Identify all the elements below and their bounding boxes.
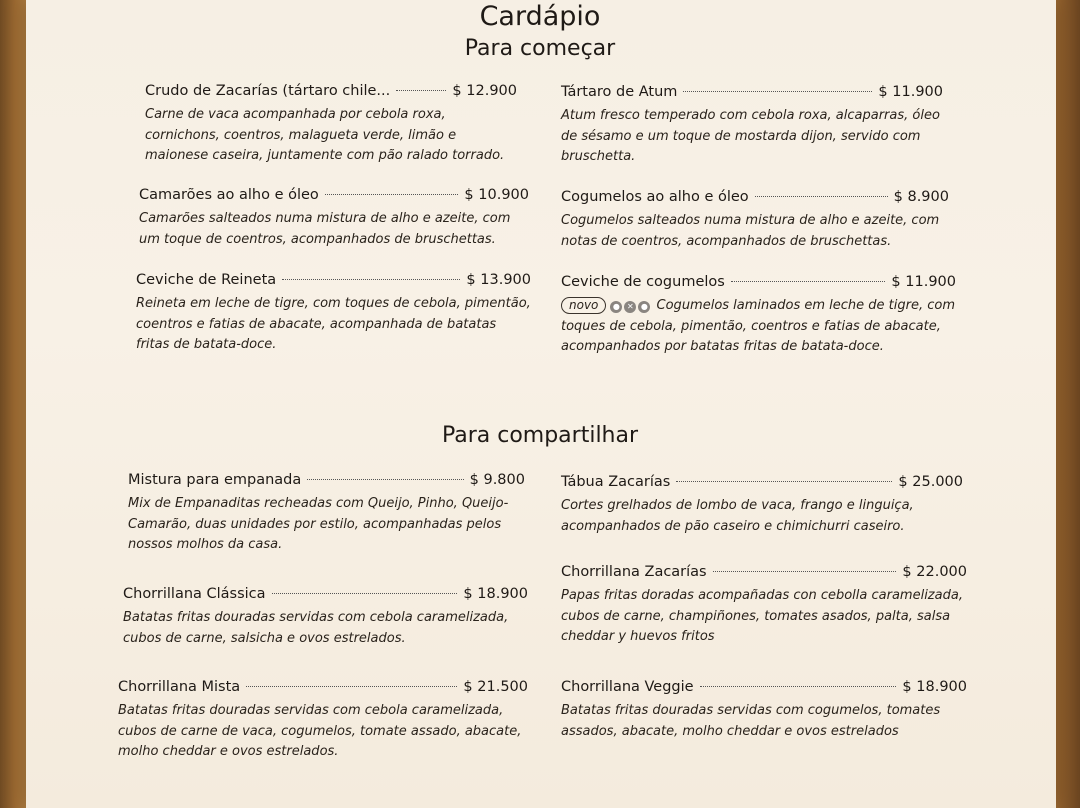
- item-name: Chorrillana Veggie: [561, 679, 694, 695]
- menu-title: Cardápio: [479, 1, 601, 32]
- leader-dots: [325, 194, 459, 195]
- menu-item: [561, 474, 963, 537]
- item-description: Batatas fritas douradas servidas com cebola caramelizada, cubos de carne, salsicha e ovos estrelados.: [123, 610, 509, 646]
- leader-dots: [700, 686, 897, 687]
- leader-dots: [683, 91, 872, 92]
- item-name: Tábua Zacarías: [561, 474, 671, 490]
- menu-item: [123, 586, 528, 649]
- item-description: Reineta em leche de tigre, com toques de cebola, pimentão, coentros e fatias de abacate, acompanhada de batatas fritas de batata-doce.: [136, 296, 531, 352]
- item-name: Ceviche de Reineta: [136, 272, 277, 288]
- item-price: $ 11.900: [891, 274, 956, 290]
- item-price: $ 18.900: [463, 586, 528, 602]
- item-name: Ceviche de cogumelos: [561, 274, 725, 290]
- item-price: $ 13.900: [466, 272, 531, 288]
- leader-dots: [676, 481, 892, 482]
- leader-dots: [755, 196, 888, 197]
- menu-item: [118, 679, 528, 763]
- section-title-sharing: Para compartilhar: [441, 423, 639, 448]
- item-price: $ 18.900: [902, 679, 967, 695]
- item-description: [561, 296, 956, 358]
- item-name: Camarões ao alho e óleo: [139, 187, 319, 203]
- item-description: Mix de Empanaditas recheadas com Queijo, Pinho, Queijo-Camarão, duas unidades por estilo, acompanhadas pelos nossos molhos da casa.: [128, 496, 509, 552]
- leader-dots: [272, 593, 458, 594]
- leader-dots: [396, 90, 446, 91]
- item-name: Mistura para empanada: [128, 472, 302, 488]
- item-description: Carne de vaca acompanhada por cebola roxa, cornichons, coentros, malagueta verde, limão e maionese caseira, juntamente com pão ralado torrado.: [145, 107, 505, 163]
- menu-item: [136, 272, 531, 356]
- leader-dots: [282, 279, 460, 280]
- menu-item: [139, 187, 529, 250]
- item-description: Atum fresco temperado com cebola roxa, alcaparras, óleo de sésamo e um toque de mostarda dijon, servido com bruschetta.: [561, 108, 940, 164]
- menu-item: [561, 274, 956, 358]
- item-description: Camarões salteados numa mistura de alho e azeite, com um toque de coentros, acompanhados de bruschettas.: [139, 211, 511, 247]
- item-price: $ 11.900: [878, 84, 943, 100]
- vegetarian-icon: ●: [638, 301, 650, 313]
- item-name: Crudo de Zacarías (tártaro chile...: [145, 83, 391, 99]
- item-name: Chorrillana Clássica: [123, 586, 266, 602]
- menu-item: [145, 83, 517, 167]
- vegan-icon: ●: [610, 301, 622, 313]
- menu-item: [561, 84, 943, 168]
- section-title-starters: Para começar: [464, 36, 616, 61]
- item-description: Papas fritas doradas acompañadas con cebolla caramelizada, cubos de carne, champiñones, tomates asados, palta, salsa cheddar y huevos fritos: [561, 588, 963, 644]
- menu-item: [561, 679, 967, 742]
- item-description: Cogumelos salteados numa mistura de alho e azeite, com notas de coentros, acompanhados de bruschettas.: [561, 213, 940, 249]
- item-description: Batatas fritas douradas servidas com cebola caramelizada, cubos de carne de vaca, cogumelos, tomate assado, abacate, molho cheddar e ovos estrelados.: [118, 703, 522, 759]
- item-name: Tártaro de Atum: [561, 84, 678, 100]
- item-name: Chorrillana Mista: [118, 679, 241, 695]
- item-price: $ 8.900: [893, 189, 949, 205]
- item-price: $ 22.000: [902, 564, 967, 580]
- gluten-free-icon: ✕: [624, 301, 636, 313]
- menu-item: [561, 564, 967, 648]
- leader-dots: [713, 571, 897, 572]
- item-description: Batatas fritas douradas servidas com cogumelos, tomates assados, abacate, molho cheddar e ovos estrelados: [561, 703, 941, 739]
- item-name: Cogumelos ao alho e óleo: [561, 189, 749, 205]
- leader-dots: [731, 281, 886, 282]
- leader-dots: [246, 686, 457, 687]
- new-badge: novo: [561, 297, 606, 314]
- item-description-text: Cogumelos laminados em leche de tigre, com toques de cebola, pimentão, coentros e fatias de abacate, acompanhados por batatas fritas de batata-doce.: [561, 298, 955, 354]
- item-price: $ 25.000: [898, 474, 963, 490]
- item-price: $ 21.500: [463, 679, 528, 695]
- leader-dots: [307, 479, 463, 480]
- item-price: $ 10.900: [464, 187, 529, 203]
- item-price: $ 12.900: [452, 83, 517, 99]
- menu-item: [561, 189, 949, 252]
- item-name: Chorrillana Zacarías: [561, 564, 707, 580]
- menu-item: [128, 472, 525, 556]
- item-price: $ 9.800: [469, 472, 525, 488]
- item-description: Cortes grelhados de lombo de vaca, frango e linguiça, acompanhados de pão caseiro e chimichurri caseiro.: [561, 498, 914, 534]
